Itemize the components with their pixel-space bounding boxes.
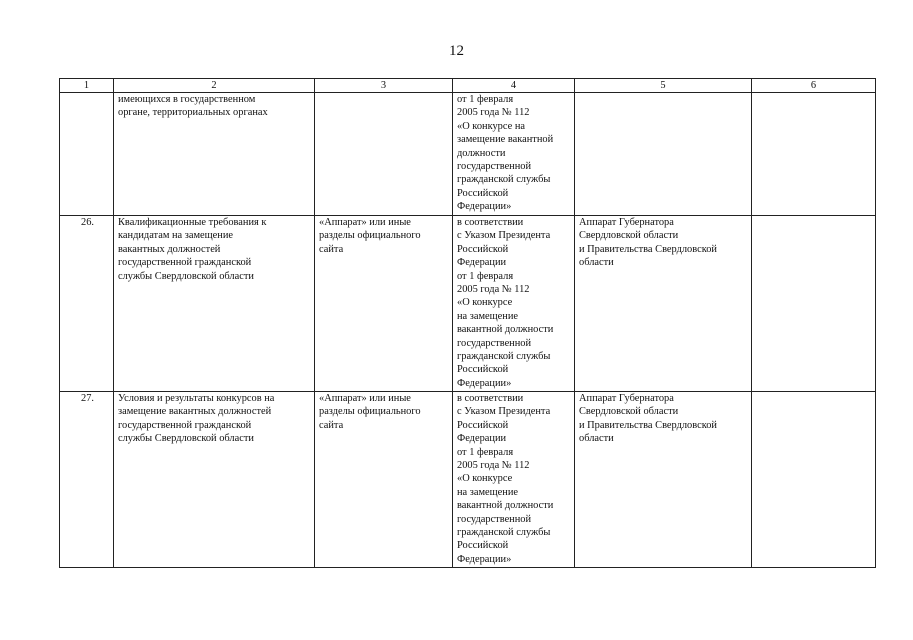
cell-text-line: «Аппарат» или иные <box>319 217 411 228</box>
cell-text-line: «Аппарат» или иные <box>319 393 411 404</box>
cell-text-line: службы Свердловской области <box>118 270 254 282</box>
cell-text-line: и Правительства Свердловской <box>579 419 717 431</box>
cell-text-line: в соответствии <box>457 217 524 228</box>
cell-text-line: от 1 февраля <box>457 94 514 105</box>
table-row <box>60 93 876 216</box>
cell-text-line: «О конкурсе <box>457 473 513 485</box>
cell-text-line: Российской <box>457 243 509 255</box>
cell-text-line: 2005 года № 112 <box>457 460 530 472</box>
cell-text-line: Аппарат Губернатора <box>579 393 674 404</box>
cell-text-line: разделы официального <box>319 406 421 418</box>
cell-text-line: Федерации <box>457 257 507 269</box>
table-row <box>60 392 876 568</box>
cell-text-line: государственной <box>457 161 532 173</box>
cell-text-line: государственной гражданской <box>118 419 252 431</box>
cell-text-line: сайта <box>319 243 344 255</box>
cell-text-line: «О конкурсе на <box>457 120 525 132</box>
cell-text-line: 2005 года № 112 <box>457 107 530 119</box>
site-section-cell <box>315 93 453 216</box>
cell-text-line: государственной <box>457 337 532 349</box>
cell-text-line: Российской <box>457 419 509 431</box>
column-header: 3 <box>315 79 453 93</box>
column-header: 1 <box>60 79 114 93</box>
cell-text-line: сайта <box>319 419 344 431</box>
cell-text-line: службы Свердловской области <box>118 433 254 445</box>
column-header: 2 <box>114 79 315 93</box>
cell-text-line: Российской <box>457 540 509 552</box>
site-section-cell <box>315 392 453 568</box>
column-header: 5 <box>575 79 752 93</box>
row-number-cell <box>60 216 114 392</box>
column-header: 4 <box>453 79 575 93</box>
row-number: 27. <box>81 393 94 404</box>
cell-text-line: с Указом Президента <box>457 230 551 242</box>
cell-text-line: на замещение <box>457 310 519 322</box>
row-number-cell <box>60 93 114 216</box>
cell-text-line: государственной гражданской <box>118 257 252 269</box>
document-table <box>59 78 876 568</box>
cell-text-line: на замещение <box>457 486 519 498</box>
cell-text-line: вакантных должностей <box>118 243 221 255</box>
page-number: 12 <box>449 43 464 59</box>
cell-text-line: области <box>579 257 614 269</box>
cell-text-line: имеющихся в государственном <box>118 94 256 105</box>
cell-text-line: Федерации» <box>457 201 512 213</box>
cell-text-line: гражданской службы <box>457 174 551 186</box>
row-number-cell <box>60 392 114 568</box>
legal-basis-cell <box>453 93 575 216</box>
cell-text-line: от 1 февраля <box>457 270 514 282</box>
cell-text-line: с Указом Президента <box>457 406 551 418</box>
table-header-row <box>60 79 876 93</box>
cell-text-line: Российской <box>457 187 509 199</box>
cell-text-line: Квалификационные требования к <box>118 217 267 228</box>
description-cell <box>114 216 315 392</box>
cell-text-line: и Правительства Свердловской <box>579 243 717 255</box>
cell-text-line: вакантной должности <box>457 500 554 512</box>
cell-text-line: от 1 февраля <box>457 446 514 458</box>
legal-basis-cell <box>453 216 575 392</box>
notes-cell <box>752 216 876 392</box>
table-row <box>60 216 876 392</box>
cell-text-line: государственной <box>457 513 532 525</box>
cell-text-line: органе, территориальных органах <box>118 107 268 119</box>
description-cell <box>114 392 315 568</box>
cell-text-line: Федерации <box>457 433 507 445</box>
cell-text-line: Российской <box>457 364 509 376</box>
site-section-cell <box>315 216 453 392</box>
responsible-cell <box>575 392 752 568</box>
cell-text-line: Свердловской области <box>579 230 679 242</box>
legal-basis-cell <box>453 392 575 568</box>
notes-cell <box>752 93 876 216</box>
cell-text-line: Свердловской области <box>579 406 679 418</box>
cell-text-line: должности <box>457 147 506 159</box>
cell-text-line: вакантной должности <box>457 324 554 336</box>
cell-text-line: 2005 года № 112 <box>457 284 530 296</box>
cell-text-line: разделы официального <box>319 230 421 242</box>
notes-cell <box>752 392 876 568</box>
cell-text-line: гражданской службы <box>457 527 551 539</box>
responsible-cell <box>575 93 752 216</box>
cell-text-line: «О конкурсе <box>457 297 513 309</box>
cell-text-line: Аппарат Губернатора <box>579 217 674 228</box>
description-cell <box>114 93 315 216</box>
cell-text-line: гражданской службы <box>457 351 551 363</box>
cell-text-line: в соответствии <box>457 393 524 404</box>
cell-text-line: Федерации» <box>457 553 512 565</box>
row-number: 26. <box>81 217 94 228</box>
cell-text-line: Федерации» <box>457 377 512 389</box>
cell-text-line: кандидатам на замещение <box>118 230 234 242</box>
cell-text-line: области <box>579 433 614 445</box>
cell-text-line: Условия и результаты конкурсов на <box>118 393 275 404</box>
column-header: 6 <box>752 79 876 93</box>
cell-text-line: замещение вакантной <box>457 134 554 146</box>
cell-text-line: замещение вакантных должностей <box>118 406 272 418</box>
responsible-cell <box>575 216 752 392</box>
